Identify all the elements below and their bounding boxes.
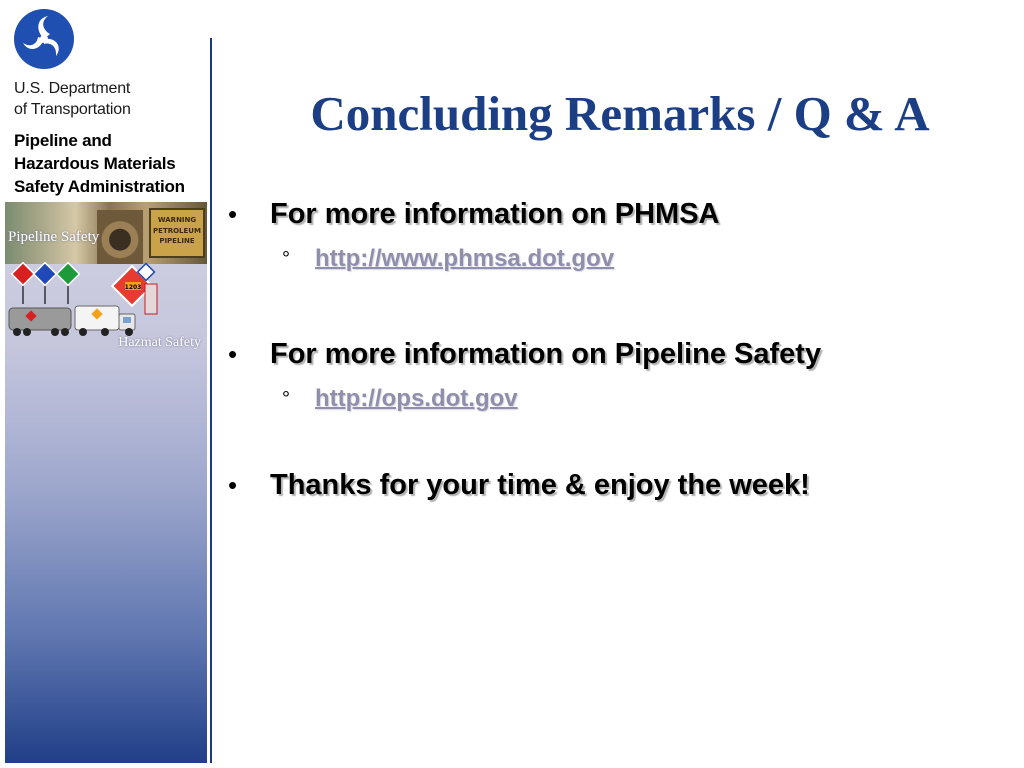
sub-bullet-icon: ° [282, 248, 290, 270]
administration-name-line-3: Safety Administration [14, 177, 185, 196]
administration-name-line-1: Pipeline and [14, 131, 112, 150]
pipeline-safety-caption: Pipeline Safety [8, 229, 100, 245]
bullet-text-phmsa: For more information on PHMSA [270, 198, 720, 230]
hazmat-safety-caption: Hazmat Safety [118, 335, 201, 350]
dot-logo-icon [13, 8, 75, 70]
sub-bullet-icon: ° [282, 388, 290, 410]
sign-text-2: PETROLEUM [153, 227, 201, 235]
bullet-icon: • [228, 339, 238, 369]
sidebar-divider [210, 38, 212, 763]
safety-banner-image [5, 202, 207, 350]
bullet-icon: • [228, 470, 238, 500]
ops-website-link[interactable]: http://ops.dot.gov [315, 385, 518, 412]
slide-title: Concluding Remarks / Q & A [310, 86, 930, 141]
sign-text-3: PIPELINE [159, 237, 195, 245]
branding-sidebar [0, 0, 212, 768]
administration-name-line-2: Hazardous Materials [14, 154, 176, 173]
agency-name-line-1: U.S. Department [14, 80, 131, 97]
bullet-text-thanks: Thanks for your time & enjoy the week! [270, 469, 810, 501]
sign-text-1: WARNING [157, 216, 197, 224]
sidebar-gradient-panel [5, 342, 207, 763]
pipe-cross-section-image [97, 210, 143, 264]
warning-sign-image [149, 208, 205, 258]
agency-name-line-2: of Transportation [14, 101, 131, 118]
placard-number: 1203 [124, 284, 142, 291]
bullet-icon: • [228, 199, 238, 229]
phmsa-website-link[interactable]: http://www.phmsa.dot.gov [315, 245, 615, 272]
bullet-text-pipeline-safety: For more information on Pipeline Safety [270, 338, 822, 370]
tanker-truck-icon [9, 306, 135, 336]
